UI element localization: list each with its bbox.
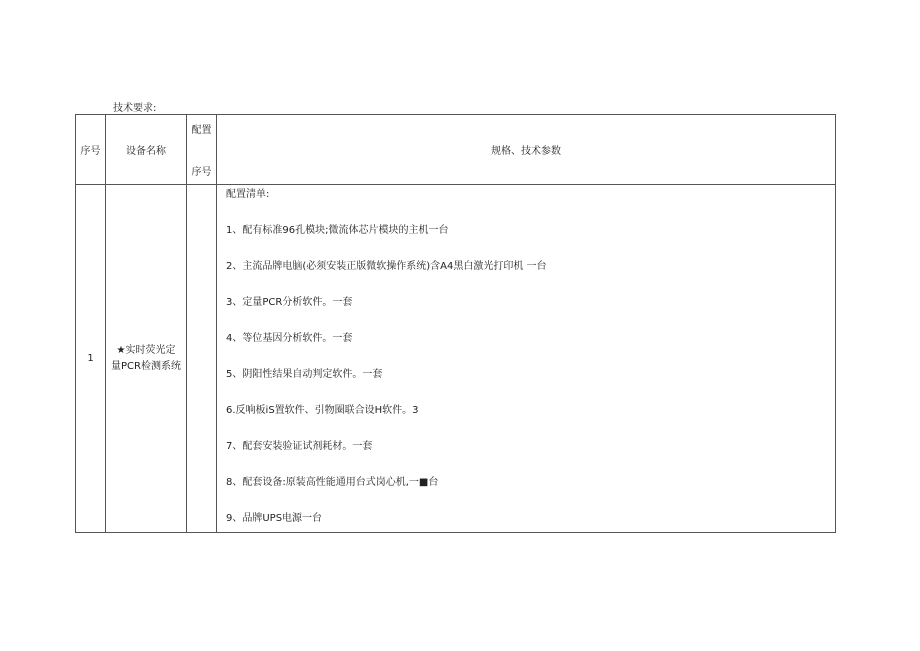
spec-item: 9、品牌UPS电源一台: [226, 513, 323, 524]
spec-item: 1、配有标准96孔模块;微流体芯片模块的主机一台: [226, 225, 449, 236]
row-equipment-name-cell: [106, 185, 187, 533]
spec-item: 2、主流品牌电脑(必须安装正版微软操作系统)含A4黑白激光打印机 一台: [226, 261, 547, 272]
equipment-name-line1: ★实时荧光定: [116, 344, 176, 356]
config-list-title: 配置清单:: [226, 189, 270, 200]
technical-requirements-heading: 技术要求:: [113, 103, 157, 114]
header-seq: 序号: [76, 115, 106, 185]
table-row: [76, 185, 836, 533]
spec-item: 3、定量PCR分析软件。一套: [226, 297, 353, 308]
row-spec-cell: [217, 185, 836, 533]
row-config-seq-cell: [187, 185, 217, 533]
equipment-name-line2: 量PCR检测系统: [111, 360, 181, 372]
header-config-seq-line1: 配置: [191, 125, 212, 136]
spec-item: 7、配套安装验证试剂耗材。一套: [226, 441, 373, 452]
row-seq-cell: 1: [76, 185, 106, 533]
header-config-seq: [187, 115, 217, 185]
spec-item: 4、等位基因分析软件。一套: [226, 333, 353, 344]
specification-table: [75, 114, 836, 533]
header-equipment-name: 设备名称: [106, 115, 187, 185]
spec-item: 8、配套设备:原装高性能通用台式岗心机,一■台: [226, 477, 439, 488]
spec-item: 6.反响板iS置软件、引物圈联合设H软件。3: [226, 405, 419, 416]
table-header-row: [76, 115, 836, 185]
header-specifications: 规格、技术参数: [217, 115, 836, 185]
spec-item: 5、阴阳性结果自动判定软件。一套: [226, 369, 383, 380]
header-config-seq-line2: 序号: [191, 167, 212, 178]
